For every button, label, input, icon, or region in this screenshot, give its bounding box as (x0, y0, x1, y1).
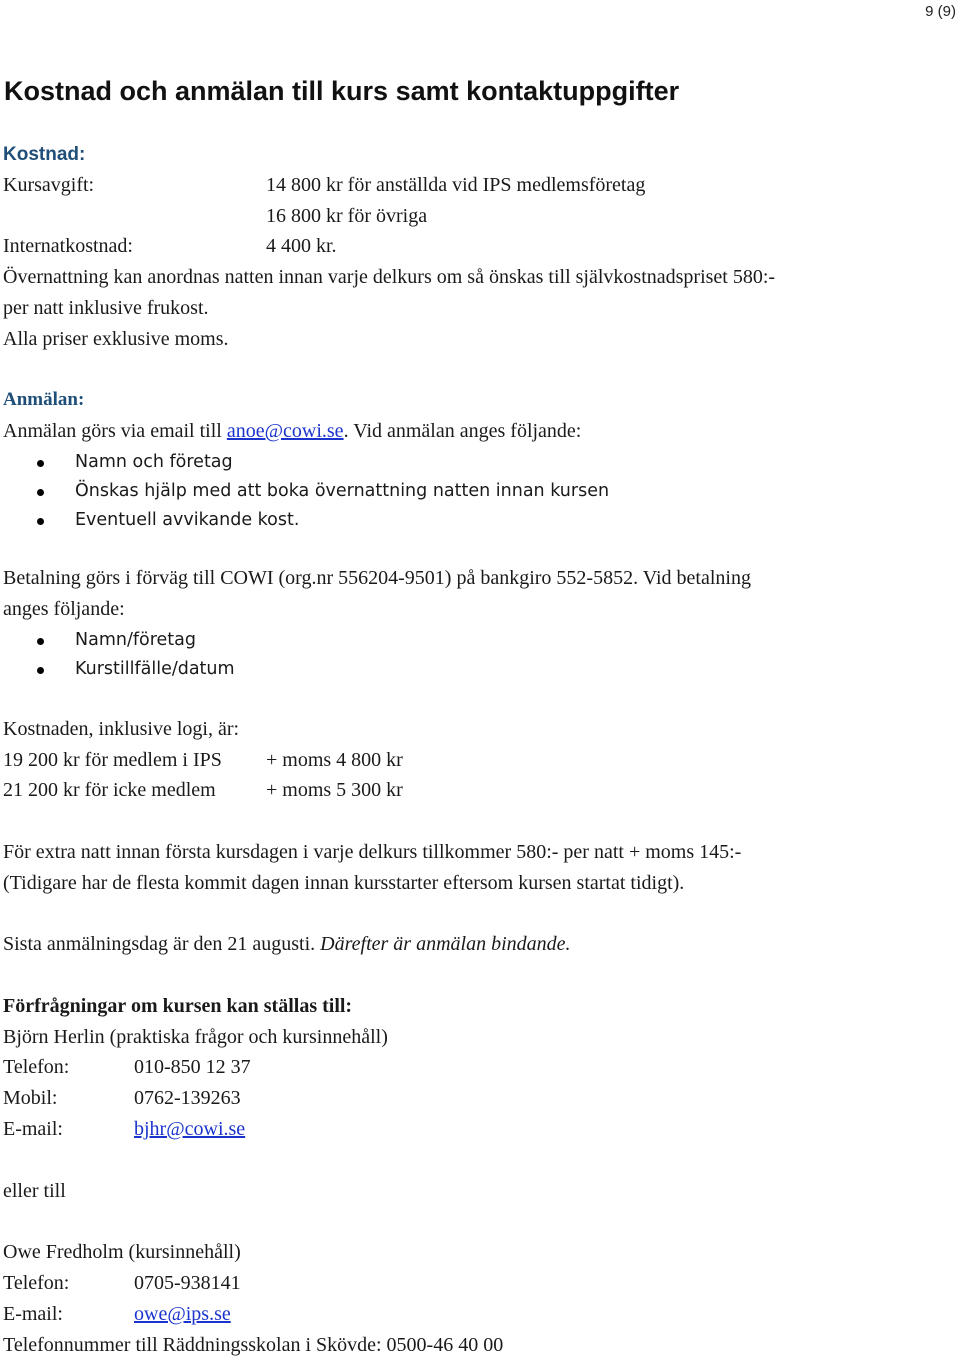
bullet-icon (37, 667, 44, 674)
anmalan-intro-prefix: Anmälan görs via email till (3, 420, 227, 442)
page-title: Kostnad och anmälan till kurs samt kontaktuppgifter (4, 76, 680, 106)
contact2-name: Owe Fredholm (kursinnehåll) (3, 1241, 241, 1263)
contact2-telefon-label: Telefon: (3, 1272, 70, 1294)
extra-natt-line1: För extra natt innan första kursdagen i varje delkurs tillkommer 580:- per natt + moms 145:- (3, 841, 742, 863)
internatkostnad-label: Internatkostnad: (3, 235, 133, 257)
logi-price-member: 19 200 kr för medlem i IPS (3, 749, 222, 771)
kursavgift-line1: 14 800 kr för anställda vid IPS medlemsföretag (266, 174, 646, 196)
sista-emphasis: Därefter är anmälan bindande. (320, 933, 571, 955)
betalning-line2: anges följande: (3, 598, 125, 620)
logi-price-nonmember: 21 200 kr för icke medlem (3, 779, 216, 801)
anmalan-email-link[interactable]: anoe@cowi.se (226, 420, 344, 442)
contact2-telefon: 0705-938141 (134, 1272, 241, 1294)
logi-heading: Kostnaden, inklusive logi, är: (3, 718, 240, 740)
contact1-mobil-label: Mobil: (3, 1087, 58, 1109)
betalning-item-2: Kurstillfälle/datum (75, 659, 235, 679)
contact1-mobil: 0762-139263 (134, 1087, 241, 1109)
kursavgift-line2: 16 800 kr för övriga (266, 205, 428, 227)
eller-till: eller till (3, 1180, 66, 1202)
contact1-email-label: E-mail: (3, 1118, 63, 1140)
contact1-telefon: 010-850 12 37 (134, 1056, 251, 1078)
anmalan-item-2: Önskas hjälp med att boka övernattning natten innan kursen (75, 481, 610, 501)
page-number: 9 (9) (925, 3, 956, 20)
anmalan-heading: Anmälan: (3, 389, 85, 410)
contact1-name: Björn Herlin (praktiska frågor och kursinnehåll) (3, 1026, 388, 1048)
betalning-line1: Betalning görs i förväg till COWI (org.nr 556204-9501) på bankgiro 552-5852. Vid betalning (3, 567, 751, 589)
anmalan-item-1: Namn och företag (75, 452, 233, 472)
logi-moms-nonmember: + moms 5 300 kr (266, 779, 403, 801)
anmalan-item-3: Eventuell avvikande kost. (75, 510, 300, 530)
kursavgift-label: Kursavgift: (3, 174, 95, 196)
contact2-email-label: E-mail: (3, 1303, 63, 1325)
forfragningar-heading: Förfrågningar om kursen kan ställas till: (3, 995, 353, 1017)
contact1-telefon-label: Telefon: (3, 1056, 70, 1078)
overnattning-line2: per natt inklusive frukost. (3, 297, 209, 319)
internatkostnad-value: 4 400 kr. (266, 235, 337, 257)
contact2-email-link[interactable]: owe@ips.se (134, 1303, 231, 1325)
bullet-icon (37, 638, 44, 645)
overnattning-line1: Övernattning kan anordnas natten innan varje delkurs om så önskas till självkostnadspriset 580:- (3, 266, 776, 288)
bullet-icon (37, 460, 44, 467)
bullet-icon (37, 489, 44, 496)
anmalan-intro (3, 421, 581, 441)
moms-note: Alla priser exklusive moms. (3, 328, 229, 350)
raddningsskolan-phone: Telefonnummer till Räddningsskolan i Skövde: 0500-46 40 00 (3, 1334, 504, 1356)
betalning-item-1: Namn/företag (75, 630, 196, 650)
extra-natt-line2: (Tidigare har de flesta kommit dagen innan kursstarter eftersom kursen startat tidigt). (3, 872, 685, 894)
sista-anmalningsdag (3, 934, 571, 954)
logi-moms-member: + moms 4 800 kr (266, 749, 403, 771)
bullet-icon (37, 518, 44, 525)
contact1-email-link[interactable]: bjhr@cowi.se (134, 1118, 246, 1140)
sista-text: Sista anmälningsdag är den 21 augusti. (3, 933, 321, 955)
anmalan-intro-suffix: . Vid anmälan anges följande: (343, 420, 582, 442)
kostnad-heading: Kostnad: (3, 144, 86, 165)
